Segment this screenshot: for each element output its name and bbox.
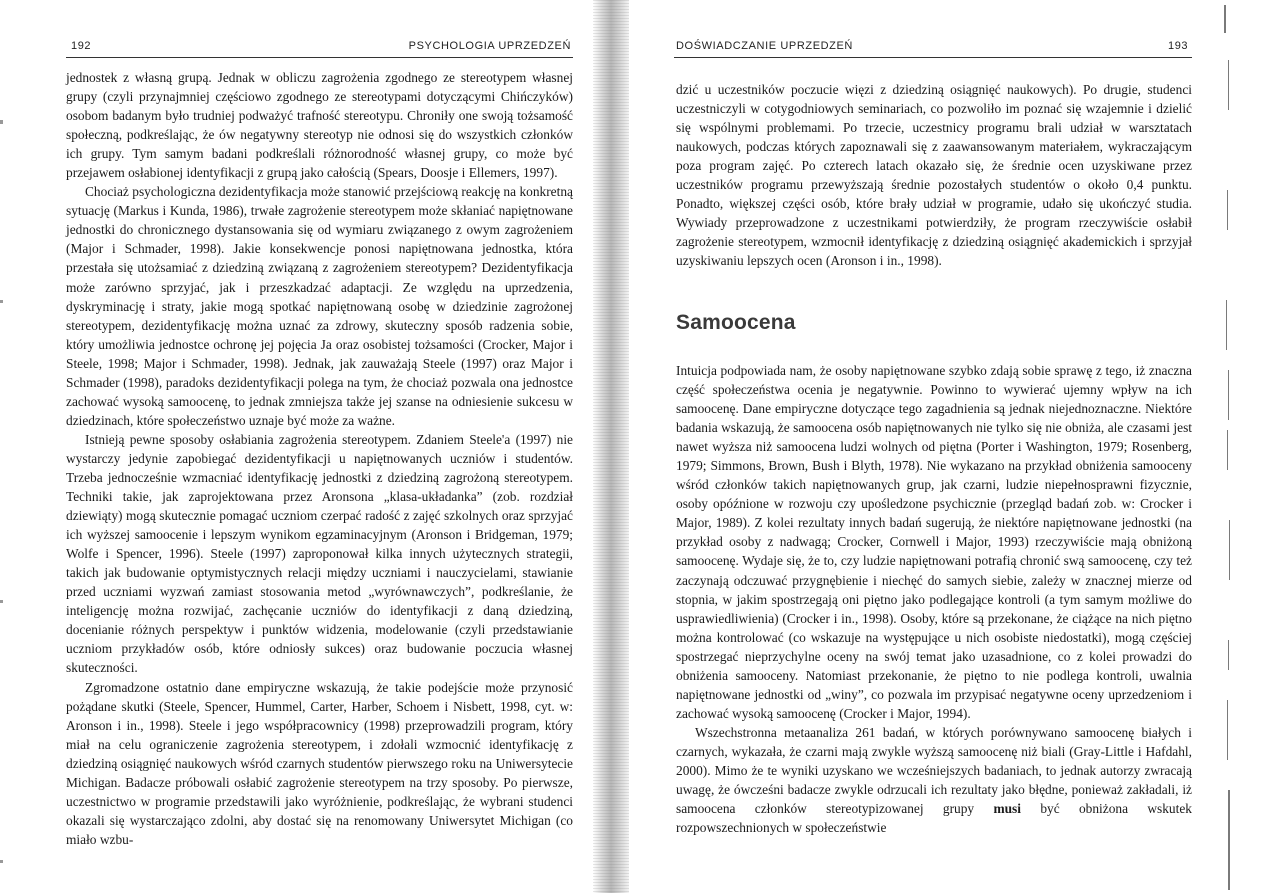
paragraph: Intuicja podpowiada nam, że osoby napiętnowane szybko zdają sobie sprawę z tego, iż znaczna część społeczeństwa ocenia je negatywnie. Powinno to wywierać ujemny wpływ na ich samoocenę. Dane empiryczne dotyczące tego zagadnienia są jednak niejednoznaczne. Niektóre badania wskazują, że samoocena osób napiętnowanych nie tylko się nie obniża, ale czasami jest nawet wyższa niż samoocena ludzi wolnych od piętna (Porter i Washington, 1979; Rosenberg, 1979; Simmons, Brown, Bush i Blyth, 1978). Nie wykazano na przykład obniżenia samooceny wśród członków takich napiętnowanych grup, jak czarni, ludzie niepełnosprawni fizycznie, osoby opóźnione w rozwoju czy upośledzone psychicznie (przegląd badań zob. w: Crocker i Major, 1989). Z kolei rezultaty innych badań sugerują, że niektóre napiętnowane jednostki (na przykład osoby z nadwagą; Crocker, Cornwell i Major, 1993) rzeczywiście mają obniżoną samoocenę. Wydaje się, że to, czy ludzie napiętnowani potrafią chronić swą samoocenę, czy też zaczynają odczuwać przygnębienie i niechęć do samych siebie, zależy w znacznej mierze od stopnia, w jakim spostrzegają oni piętno jako podlegające kontroli (a tym samym możliwe do usprawiedliwienia) (Crocker i in., 1998). Osoby, które są przekonane, że ciążące na nich piętno można kontrolować (co wskazuje na występujące u nich osobiste niedostatki), mogą częściej spostrzegać nieprzychylne oceny na swój temat jako uzasadnione, co z kolei prowadzi do obniżenia samooceny. Natomiast przekonanie, że piętno to nie podlega kontroli, uwalnia napiętnowane jednostki od „winy”, co pozwala im przypisać negatywne oceny uprzedzeniom i zachować wysoką samoocenę (Crocker i Major, 1994).: [676, 363, 1192, 721]
running-head-left: PSYCHOLOGIA UPRZEDZEŃ: [408, 40, 571, 52]
scan-mark: [1228, 790, 1230, 890]
page-number-left: 192: [71, 40, 92, 52]
scan-mark: [1228, 640, 1229, 670]
scan-mark: [1227, 700, 1228, 760]
right-page: [640, 0, 1264, 893]
paragraph: jednostek z własną grupą. Jednak w obliczu zagrożenia zgodnego ze stereotypem własnej grupy (czyli przynajmniej częściowo zgodnego ze stereotypami dotyczącymi Chińczyków) osobom badanym było trudniej podważyć trafność stereotypu. Chroniły one swoją tożsamość społeczną, podkreślając, że ów negatywny stereotyp nie odnosi się do wszystkich członków ich grupy. Tym samym badani podkreślali różnorodność własnej grupy, co może być przejawem osłabionej identyfikacji z grupą jako całością (Spears, Doosje i Ellemers, 1997).: [66, 70, 573, 181]
page-number-right: 193: [1168, 40, 1189, 52]
header-rule-right: [674, 57, 1192, 58]
paragraph: [676, 723, 1192, 837]
right-page-top-body: [676, 80, 1192, 270]
book-gutter: [593, 0, 629, 893]
paragraph-text: Wszechstronna metaanaliza 261 badań, w których porównywano samoocenę białych i czarnych, wykazała, że czarni mają zwykle wyższą samoocenę niż biali (Gray-Little i Hafdahl, 2000). Mimo że te wyniki uzyskano we wcześniejszych badaniach, to jednak autorzy zwracają uwagę, że ówcześni badacze zwykle odrzucali ich rezultaty jako błędne, ponieważ zakładali, iż samoocena członków stereotypizowanej grupy: [676, 724, 1192, 817]
emphasis-word: musi: [993, 801, 1021, 817]
scan-mark: [1227, 430, 1228, 470]
scan-mark: [0, 300, 3, 303]
scan-mark: [1227, 190, 1228, 230]
paragraph: Zgromadzone ostatnio dane empiryczne wskazują, że takie podejście może przynosić pożądane skutki (Steele, Spencer, Hummel, Carter, Harber, Schoem i Nisbett, 1998, cyt. w: Aronson i in., 1998). Steele i jego współpracownicy (1998) przeprowadzili program, który miał na celu ograniczenie zagrożenia stereotypem, i zdołali wzmocnić identyfikację z dziedziną osiągnięć naukowych wśród czarnych studentów pierwszego roku na Uniwersytecie Michigan. Badacze próbowali osłabić zagrożenie stereotypem na trzy sposoby. Po pierwsze, uczestnictwo w programie przedstawili jako wyróżnienie, podkreślając, że wybrani studenci okazali się wystarczająco zdolni, aby dostać się na renomowany Uniwersytet Michigan (co miało wzbu-: [66, 679, 573, 847]
left-page: [0, 0, 595, 893]
scan-mark: [0, 860, 3, 863]
scan-mark: [1228, 370, 1229, 420]
running-head-right: DOŚWIADCZANIE UPRZEDZEŃ: [676, 40, 853, 52]
scan-mark: [0, 120, 3, 124]
scan-mark: [0, 600, 3, 603]
scan-mark: [1226, 300, 1227, 350]
scan-mark: [1228, 60, 1229, 110]
scan-margin-artifacts: [1218, 0, 1264, 893]
paragraph: Istnieją pewne sposoby osłabiania zagrożenia stereotypem. Zdaniem Steele'a (1997) nie wystarczy jedynie zapobiegać dezidentyfikacji u napiętnowanych uczniów i studentów. Trzeba jednocześnie wzmacniać identyfikację jednostki z dziedziną zagrożoną stereotypem. Techniki takie, jak zaprojektowana przez Aronsona „klasa-układanka” (zob. rozdział dziewiąty) mogą skutecznie pomagać uczniom czerpać radość z zajęć szkolnych oraz sprzyjać ich wyższej samoocenie i lepszym wynikom egzaminacyjnym (Aronson i Bridgeman, 1979; Wolfe i Spencer, 1996). Steele (1997) zaproponował kilka innych użytecznych strategii, takich jak budowanie optymistycznych relacji między uczniami i nauczycielami, stawianie przed uczniami wyzwań zamiast stosowania metod „wyrównawczych”, podkreślanie, że inteligencję można rozwijać, zachęcanie uczniów do identyfikacji z daną dziedziną, docenianie różnych perspektyw i punktów widzenia, modelowanie (czyli przedstawianie uczniom przykładów osób, które odniosły sukces) oraz budowanie poczucia własnej skuteczności.: [66, 431, 573, 676]
paragraph: Chociaż psychologiczna dezidentyfikacja może stanowić przejściową reakcję na konkretną sytuację (Markus i Kunda, 1986), trwałe zagrożenie stereotypem może skłaniać napiętnowane jednostki do chronicznego dystansowania się od wymiaru związanego z owym zagrożeniem (Major i Schmader, 1998). Jakie konsekwencje ponosi napiętnowana jednostka, która przestała się utożsamiać z dziedziną związaną z zagrożeniem stereotypem? Dezidentyfikacja może zarówno sprzyjać, jak i przeszkadzać adaptacji. Ze względu na uprzedzenia, dyskryminację i straty, jakie mogą spotkać napiętnowaną osobę w dziedzinie zagrożonej stereotypem, dezidentyfikację można uznać za zdrowy, skuteczny sposób radzenia sobie, który umożliwia jednostce ochronę jej pojęcia Ja oraz osobistej tożsamości (Crocker, Major i Steele, 1998; Major i Schmader, 1998). Jednak, jak zauważają Steele (1997) oraz Major i Schmader (1998), paradoks dezidentyfikacji polega na tym, że chociaż pozwala ona jednostce zachować wysoką samoocenę, to jednak zmniejsza także jej szanse na odniesienie sukcesu w dziedzinach, które społeczeństwo uznaje być może za ważne.: [66, 184, 573, 428]
right-page-section-body: [676, 361, 1192, 837]
left-page-body: [66, 68, 573, 849]
scan-mark: [1229, 520, 1230, 580]
paragraph: dzić u uczestników poczucie więzi z dziedziną osiągnięć naukowych). Po drugie, studenci uczestniczyli w cotygodniowych seminariach, co pozwoliło im poznać się wzajemnie i dzielić się wspólnymi problemami. Po trzecie, uczestnicy programu brali udział w warsztatach naukowych, podczas których zapoznawali się z zaawansowanym materiałem, wykraczającym poza program zajęć. Po czterech latach okazało się, że średnie ocen uzyskiwane przez uczestników programu przewyższają średnie pozostałych studentów o około 0,4 punktu. Ponadto, większej części osób, które brały udział w programie, udało się ukończyć studia. Wywiady przeprowadzone z uczestnikami potwierdziły, że program rzeczywiście osłabił zagrożenie stereotypem, wzmocnił identyfikację z dziedziną osiągnięć akademickich i sprzyjał uzyskiwaniu lepszych ocen (Aronson i in., 1998).: [676, 82, 1192, 269]
section-heading: Samoocena: [676, 311, 796, 334]
header-rule-left: [66, 57, 573, 58]
paragraph-text: być obniżona wskutek rozpowszechnionych w społeczeństwie: [676, 801, 1192, 836]
scan-mark: [1224, 5, 1226, 33]
